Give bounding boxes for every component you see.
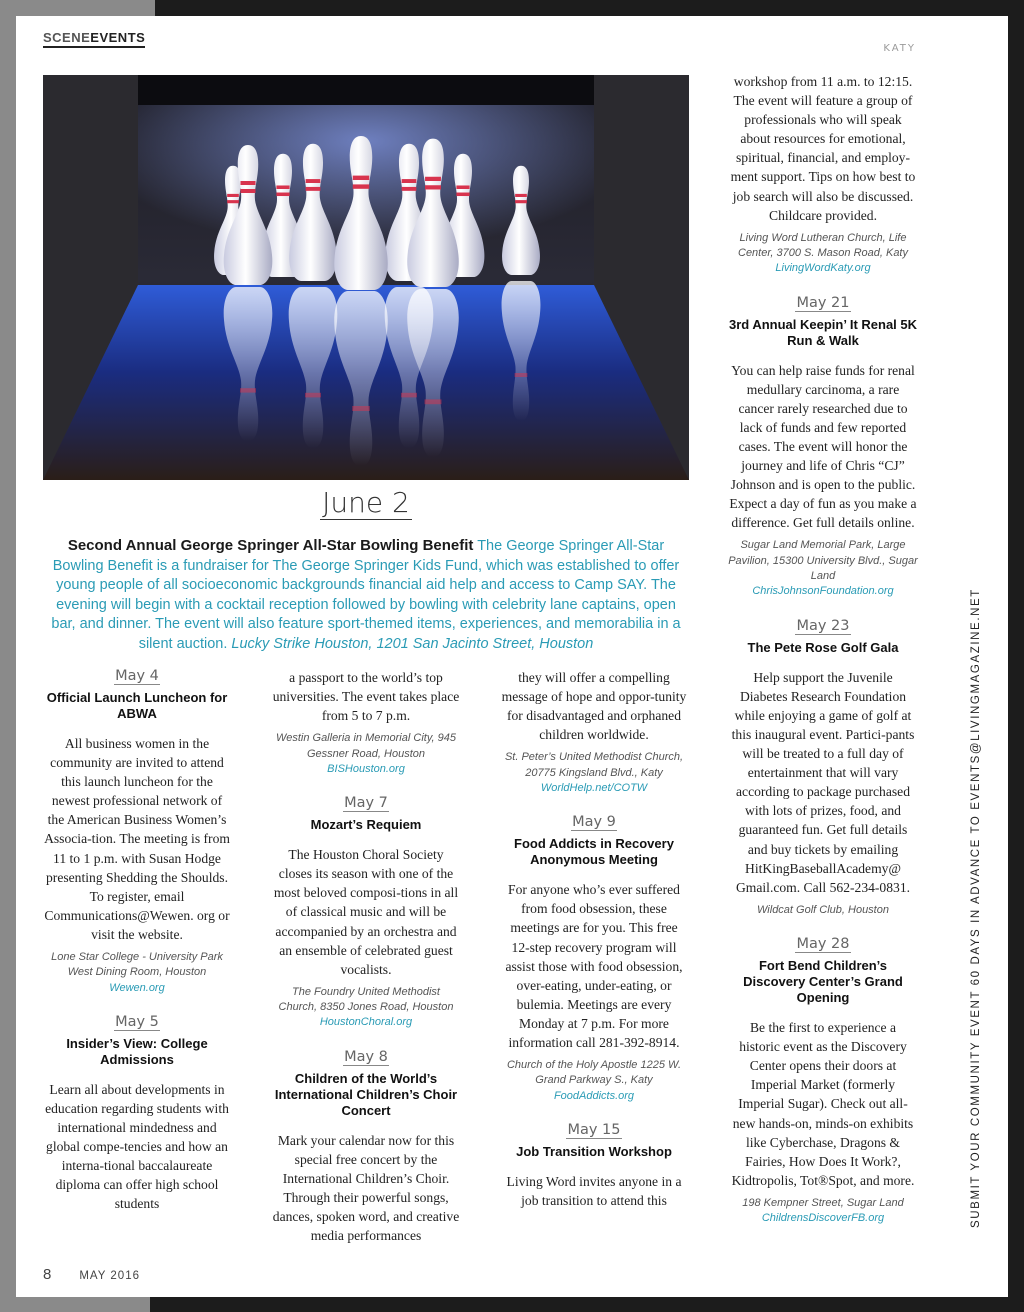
event-description: The Houston Choral Society closes its season with one of the most beloved composi-tions in all of classical music and will be accompanied by an orchestra and an ensemble of celebrated guest vocalists. <box>273 847 459 977</box>
event-description: Learn all about developments in education regarding students with international mindedness and global compe-tencies and how an interna-tional baccalaureate diploma can offer high school students <box>45 1081 229 1212</box>
event-mozarts-requiem <box>272 795 460 1031</box>
event-link[interactable]: LivingWordKaty.org <box>775 262 871 275</box>
event-description: All business women in the community are invited to attend this launch luncheon for the newest professional network of the American Business Women’s Associa-tion. The meeting is from 11 to 1 p.m. with Susan Hodge presenting Shedding the Shoulds. To register, email Communications@Wewen. org or visit the website. <box>44 736 230 942</box>
event-title: Children of the World’s International Children’s Choir Concert <box>274 1070 458 1118</box>
event-childrens-choir <box>272 1049 460 1246</box>
event-date: May 4 <box>115 668 159 684</box>
event-link[interactable]: BISHouston.org <box>327 762 405 775</box>
event-description: Mark your calendar now for this special free concert by the International Children’s Choir. Through their powerful songs, dances, spoken word, and creative media performances <box>272 1132 460 1244</box>
event-abwa-luncheon <box>43 668 231 996</box>
page-frame-bottom-left <box>0 1297 150 1312</box>
event-location: The Foundry United Methodist Church, 8350 Jones Road, Houston HoustonChoral.org <box>272 985 460 1031</box>
page-number: 8 <box>43 1266 52 1283</box>
section-tag: SCENEEVENTS <box>43 30 145 48</box>
event-food-addicts <box>500 814 688 1104</box>
event-title: Job Transition Workshop <box>516 1144 672 1159</box>
bowling-pins-photo <box>43 75 689 480</box>
event-link[interactable]: Wewen.org <box>109 981 165 994</box>
issue-date: MAY 2016 <box>79 1270 140 1282</box>
event-location: Wildcat Golf Club, Houston <box>757 903 889 916</box>
event-title: 3rd Annual Keepin’ It Renal 5K Run & Walk <box>728 316 918 348</box>
event-date: May 15 <box>567 1122 621 1138</box>
event-title: The Pete Rose Golf Gala <box>747 639 899 655</box>
location-tag: KATY <box>883 43 916 54</box>
event-description: Living Word invites anyone in a job transition to attend this <box>506 1174 682 1209</box>
event-job-transition <box>500 1122 688 1210</box>
feature-event <box>43 536 689 655</box>
event-renal-5k <box>728 295 918 600</box>
event-link[interactable]: HoustonChoral.org <box>319 1016 413 1029</box>
event-date: May 5 <box>115 1013 159 1030</box>
feature-location: Lucky Strike Houston, 1201 San Jacinto Street, Houston <box>231 635 594 652</box>
page-frame-right <box>1008 0 1024 1312</box>
event-job-transition-continued <box>728 72 918 277</box>
event-link[interactable]: FoodAddicts.org <box>553 1089 635 1102</box>
events-column-2 <box>272 668 460 1251</box>
event-description: For anyone who’s ever suffered from food obsession, these meetings are for you. This free 12-step recovery program will assist those with food obsession, over-eating, under-eating, or bulemia. Meetings are every Monday at 7 p.m. For more information call 281-392-8914. <box>505 882 683 1051</box>
page-frame-left <box>0 0 16 1312</box>
feature-date: June 2 <box>322 486 410 519</box>
event-location: Living Word Lutheran Church, Life Center, 3700 S. Mason Road, Katy LivingWordKaty.org <box>728 231 918 277</box>
event-description: a passport to the world’s top universities. The event takes place from 5 to 7 p.m. <box>272 670 460 724</box>
event-childrens-choir-continued <box>500 668 688 796</box>
event-title: Fort Bend Children’s Discovery Center’s Grand Opening <box>743 958 903 1006</box>
events-column-3 <box>500 668 688 1216</box>
event-location: 198 Kempner Street, Sugar Land ChildrensDiscoverFB.org <box>728 1196 918 1227</box>
event-date: May 9 <box>572 814 616 831</box>
event-date: May 8 <box>344 1048 388 1065</box>
page-frame-top-right <box>155 0 1024 16</box>
event-location: Sugar Land Memorial Park, Large Pavilion, 15300 University Blvd., Sugar Land ChrisJohnsonFoundation.org <box>728 538 918 599</box>
submission-sidebar: SUBMIT YOUR COMMUNITY EVENT 60 DAYS IN ADVANCE TO EVENTS@LIVINGMAGAZINE.NET <box>970 588 982 1228</box>
event-college-admissions <box>43 1014 231 1214</box>
events-column-1 <box>43 668 231 1220</box>
event-college-admissions-continued <box>272 668 460 777</box>
event-link[interactable]: ChrisJohnsonFoundation.org <box>752 585 894 598</box>
event-title: Official Launch Luncheon for ABWA <box>46 690 228 721</box>
page-frame-bottom-right <box>150 1297 1024 1312</box>
event-date: May 28 <box>796 936 850 953</box>
event-description: they will offer a compelling message of hope and oppor-tunity for disadvantaged and orphaned children worldwide. <box>501 670 687 743</box>
event-location: St. Peter’s United Methodist Church, 20775 Kingsland Blvd., Katy WorldHelp.net/COTW <box>500 750 688 796</box>
events-column-4 <box>728 72 918 1227</box>
event-description: Help support the Juvenile Diabetes Research Foundation while enjoying a game of golf at this inaugural event. Partici-pants will be treated to a full day of entertainment that will vary according to package purchased with lots of prizes, food, and guaranteed fun. Get full details and buy tickets by emailing HitKingBaseballAcademy@ Gmail.com. Call 562-234-0831. <box>731 669 915 895</box>
event-date: May 23 <box>796 617 850 634</box>
feature-text: The George Springer All-Star Bowling Benefit is a fundraiser for The George Springer Kids Fund, which was established to offer young people of all socioeconomic backgrounds financial aid help and access to Camp SAY. The evening will begin with a cocktail reception followed by bowling with celebrity lane captains, open bar, and dinner. The event will also feature sport-themed items, experiences, and memorabilia in a silent auction. <box>51 538 681 652</box>
event-link[interactable]: ChildrensDiscoverFB.org <box>761 1212 885 1225</box>
event-description: Be the first to experience a historic event as the Discovery Center opens their doors at Imperial Market (formerly Imperial Sugar). Check out all-new hands-on, minds-on exhibits like Cyberchase, Dragons & Fairies, How Does It Work?, Kidtropolis, Tot®Spot, and more. <box>731 1020 915 1188</box>
event-date: May 7 <box>344 795 388 812</box>
page-frame-top-left <box>0 0 155 16</box>
event-date: May 21 <box>796 294 850 311</box>
event-description: You can help raise funds for renal medullary carcinoma, a rare cancer rarely researched due to lack of funds and few reported cases. The event will honor the journey and life of Chris “CJ” Johnson and is open to the public. Expect a day of fun as you make a difference. Get full details online. <box>729 362 917 531</box>
event-discovery-center-opening <box>728 936 918 1226</box>
event-location: Lone Star College - University Park West Dining Room, Houston Wewen.org <box>43 950 231 996</box>
event-link[interactable]: WorldHelp.net/COTW <box>540 781 648 794</box>
event-title: Mozart’s Requiem <box>310 817 422 833</box>
event-title: Insider’s View: College Admissions <box>66 1035 208 1067</box>
event-title: Food Addicts in Recovery Anonymous Meeting <box>514 836 674 868</box>
event-location: Church of the Holy Apostle 1225 W. Grand Parkway S., Katy FoodAddicts.org <box>500 1058 688 1104</box>
event-location: Westin Galleria in Memorial City, 945 Gessner Road, Houston BISHouston.org <box>272 731 460 777</box>
feature-title: Second Annual George Springer All-Star Bowling Benefit <box>67 537 474 554</box>
page-footer <box>43 1266 140 1284</box>
event-pete-rose-gala <box>728 618 918 918</box>
event-description: workshop from 11 a.m. to 12:15. The event will feature a group of professionals who will speak about resources for emotional, spiritual, financial, and employ-ment support. Tips on how best to job search will also be discussed. Childcare provided. <box>730 74 916 223</box>
